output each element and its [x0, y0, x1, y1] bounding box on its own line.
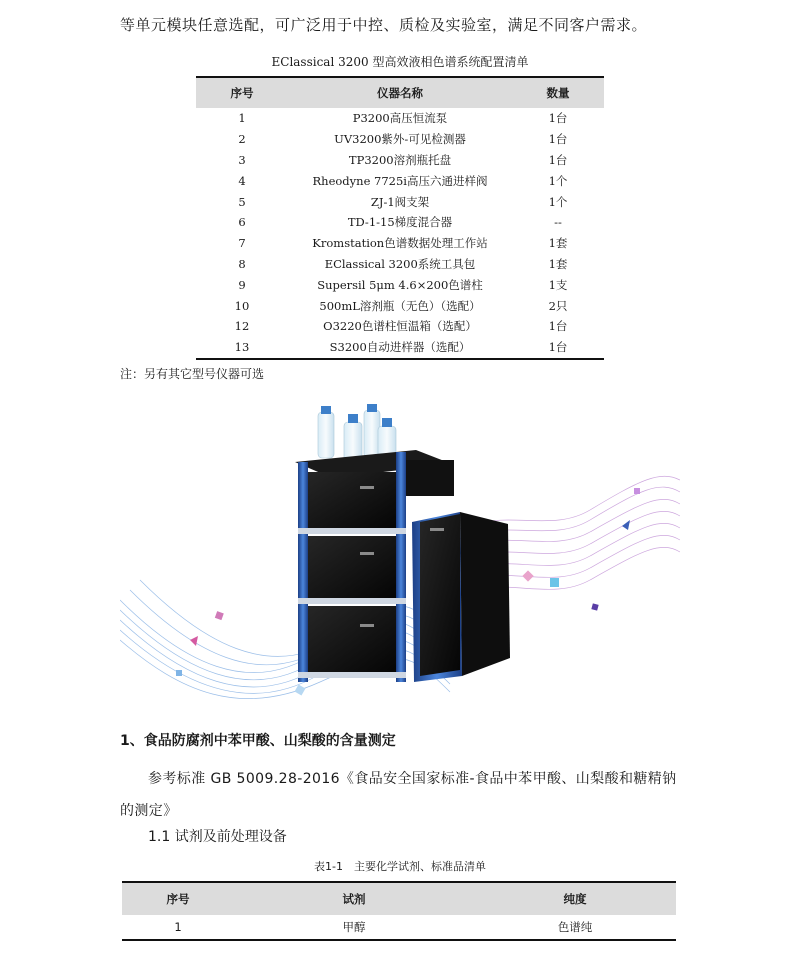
cell-index: 7	[238, 236, 246, 251]
cell-quantity: 1台	[548, 132, 568, 147]
table-row	[122, 915, 676, 940]
intro-paragraph: 等单元模块任意选配，可广泛用于中控、质检及实验室，满足不同客户需求。	[120, 16, 648, 34]
header-instrument-name: 仪器名称	[288, 77, 512, 108]
table1-caption: EClassical 3200 型高效液相色谱系统配置清单	[271, 55, 529, 69]
cell-quantity: 1支	[548, 277, 568, 292]
table-row	[196, 212, 604, 233]
header-purity: 纯度	[474, 882, 676, 915]
subsection-heading: 1.1 试剂及前处理设备	[148, 829, 287, 845]
cell-quantity: 1套	[548, 256, 568, 271]
cell-name: UV3200紫外-可见检测器	[334, 132, 466, 147]
table-header-row	[196, 77, 604, 108]
table-row	[196, 316, 604, 337]
cell-index: 4	[238, 173, 246, 188]
table2-caption: 表1-1 主要化学试剂、标准品清单	[314, 860, 486, 873]
cell-name: P3200高压恒流泵	[352, 111, 448, 126]
cell-index: 1	[122, 915, 234, 940]
section-paragraph: 参考标准 GB 5009.28-2016《食品安全国家标准-食品中苯甲酸、山梨酸和糖精钠的测定》	[120, 771, 677, 819]
cell-index: 1	[238, 111, 246, 126]
cell-index: 3	[238, 152, 246, 167]
cell-quantity: 1个	[548, 194, 568, 209]
cell-name: ZJ-1阀支架	[370, 194, 430, 209]
hplc-instrument-image	[120, 400, 680, 712]
section-heading: 1、食品防腐剂中苯甲酸、山梨酸的含量测定	[120, 733, 396, 749]
cell-name: TP3200溶剂瓶托盘	[348, 152, 452, 167]
cell-index: 5	[238, 194, 246, 209]
cell-name: 500mL溶剂瓶（无色）（选配）	[319, 298, 481, 313]
cell-quantity: 1台	[548, 319, 568, 334]
cell-index: 12	[234, 319, 250, 334]
cell-index: 2	[238, 132, 246, 147]
cell-quantity: 1台	[548, 111, 568, 126]
cell-name: EClassical 3200系统工具包	[324, 256, 476, 271]
cell-index: 9	[238, 277, 246, 292]
cell-name: TD-1-15梯度混合器	[347, 215, 453, 230]
cell-reagent: 甲醇	[234, 915, 474, 940]
cell-quantity: 1台	[512, 337, 604, 359]
header-quantity: 数量	[512, 77, 604, 108]
cell-index: 10	[234, 298, 250, 313]
cell-index: 8	[238, 256, 246, 271]
table-row	[196, 254, 604, 275]
cell-quantity: 1台	[548, 152, 568, 167]
cell-index: 6	[238, 215, 246, 230]
table-row	[196, 233, 604, 254]
table-row	[196, 170, 604, 191]
table-row	[196, 108, 604, 129]
header-reagent: 试剂	[234, 882, 474, 915]
cell-name: Supersil 5μm 4.6×200色谱柱	[317, 277, 483, 292]
cell-name: Rheodyne 7725i高压六通进样阀	[312, 173, 488, 188]
cell-name: Kromstation色谱数据处理工作站	[312, 236, 488, 251]
cell-quantity: 1个	[548, 173, 568, 188]
cell-quantity: 2只	[548, 298, 568, 313]
table-row	[196, 274, 604, 295]
cell-index: 13	[196, 337, 288, 359]
table-header-row	[122, 882, 676, 915]
autosampler-unit	[412, 512, 510, 682]
cell-quantity: 1套	[548, 236, 568, 251]
cell-name: S3200自动进样器（选配）	[288, 337, 512, 359]
table-row	[196, 337, 604, 359]
cell-purity: 色谱纯	[474, 915, 676, 940]
cell-quantity: --	[554, 215, 562, 230]
header-index: 序号	[122, 882, 234, 915]
table1-note: 注：另有其它型号仪器可选	[120, 367, 265, 381]
header-index: 序号	[196, 77, 288, 108]
table-row	[196, 191, 604, 212]
table-row	[196, 150, 604, 171]
confetti-squares	[176, 488, 640, 695]
table-row	[196, 295, 604, 316]
cell-name: O3220色谱柱恒温箱（选配）	[323, 319, 477, 334]
reagent-table	[122, 881, 676, 941]
configuration-table	[196, 76, 604, 360]
table-row	[196, 129, 604, 150]
